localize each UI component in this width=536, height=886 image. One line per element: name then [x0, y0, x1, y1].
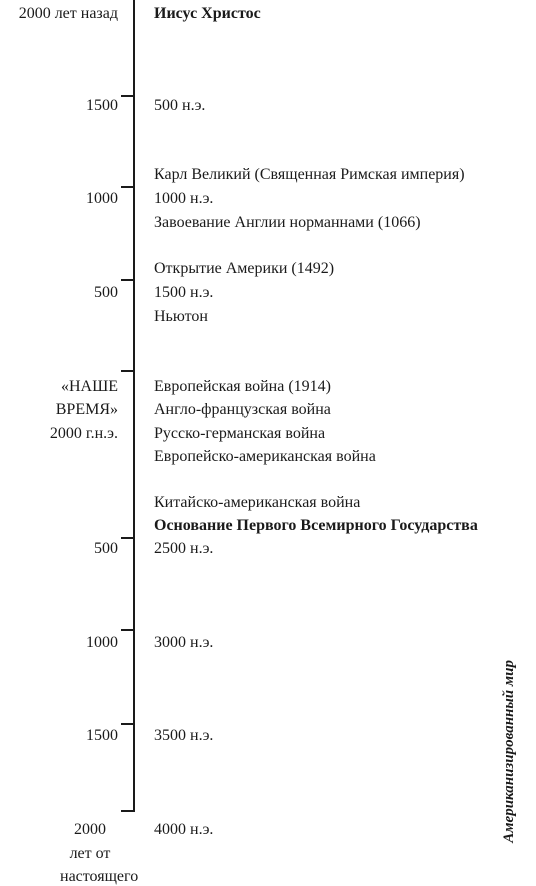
event-ad1500: 1500 н.э.: [154, 284, 214, 301]
axis-label-future-1000: 1000: [86, 634, 118, 651]
side-label-americanized-world: Американизированный мир: [501, 660, 517, 843]
axis-label-past-500: 500: [94, 284, 118, 301]
tick-past-500: [121, 279, 135, 281]
tick-future-1000: [121, 629, 135, 631]
tick-future-1500: [121, 723, 135, 725]
event-world-state: Основание Первого Всемирного Государства: [154, 517, 478, 534]
axis-label-bottom-line1: 2000: [74, 821, 106, 838]
event-euro-american-war: Европейско-американская война: [154, 448, 376, 465]
event-ad3000: 3000 н.э.: [154, 634, 214, 651]
axis-label-past-1000: 1000: [86, 190, 118, 207]
axis-label-future-1500: 1500: [86, 727, 118, 744]
event-christ: Иисус Христос: [154, 5, 261, 22]
axis-label-now-line3: 2000 г.н.э.: [49, 425, 118, 442]
axis-label-bottom-line3: настоящего: [60, 868, 139, 885]
axis-label-past-1500: 1500: [86, 97, 118, 114]
event-ad3500: 3500 н.э.: [154, 727, 214, 744]
axis-label-now-line2: ВРЕМЯ»: [55, 401, 118, 418]
event-ad2500: 2500 н.э.: [154, 540, 214, 557]
tick-future-500: [121, 537, 135, 539]
axis-label-now-line1: «НАШЕ: [60, 378, 118, 395]
axis-label-top: 2000 лет назад: [18, 5, 118, 22]
event-ad500: 500 н.э.: [154, 97, 206, 114]
axis-label-bottom-line2: лет от: [69, 845, 111, 862]
event-european-war: Европейская война (1914): [154, 378, 331, 395]
tick-past-1000: [121, 186, 135, 188]
event-norman-conquest: Завоевание Англии норманнами (1066): [154, 214, 421, 231]
tick-future-2000: [121, 810, 135, 812]
event-america: Открытие Америки (1492): [154, 260, 335, 277]
event-ad1000: 1000 н.э.: [154, 190, 214, 207]
axis-label-future-500: 500: [94, 540, 118, 557]
event-newton: Ньютон: [154, 308, 208, 325]
event-anglo-french-war: Англо-французская война: [154, 401, 331, 418]
event-russo-german-war: Русско-германская война: [154, 425, 326, 442]
timeline-axis: [133, 0, 135, 812]
tick-past-1500: [121, 95, 135, 97]
event-ad4000: 4000 н.э.: [154, 821, 214, 838]
tick-now: [121, 370, 135, 372]
event-sino-american-war: Китайско-американская война: [154, 494, 361, 511]
event-charlemagne: Карл Великий (Священная Римская империя): [154, 166, 465, 183]
